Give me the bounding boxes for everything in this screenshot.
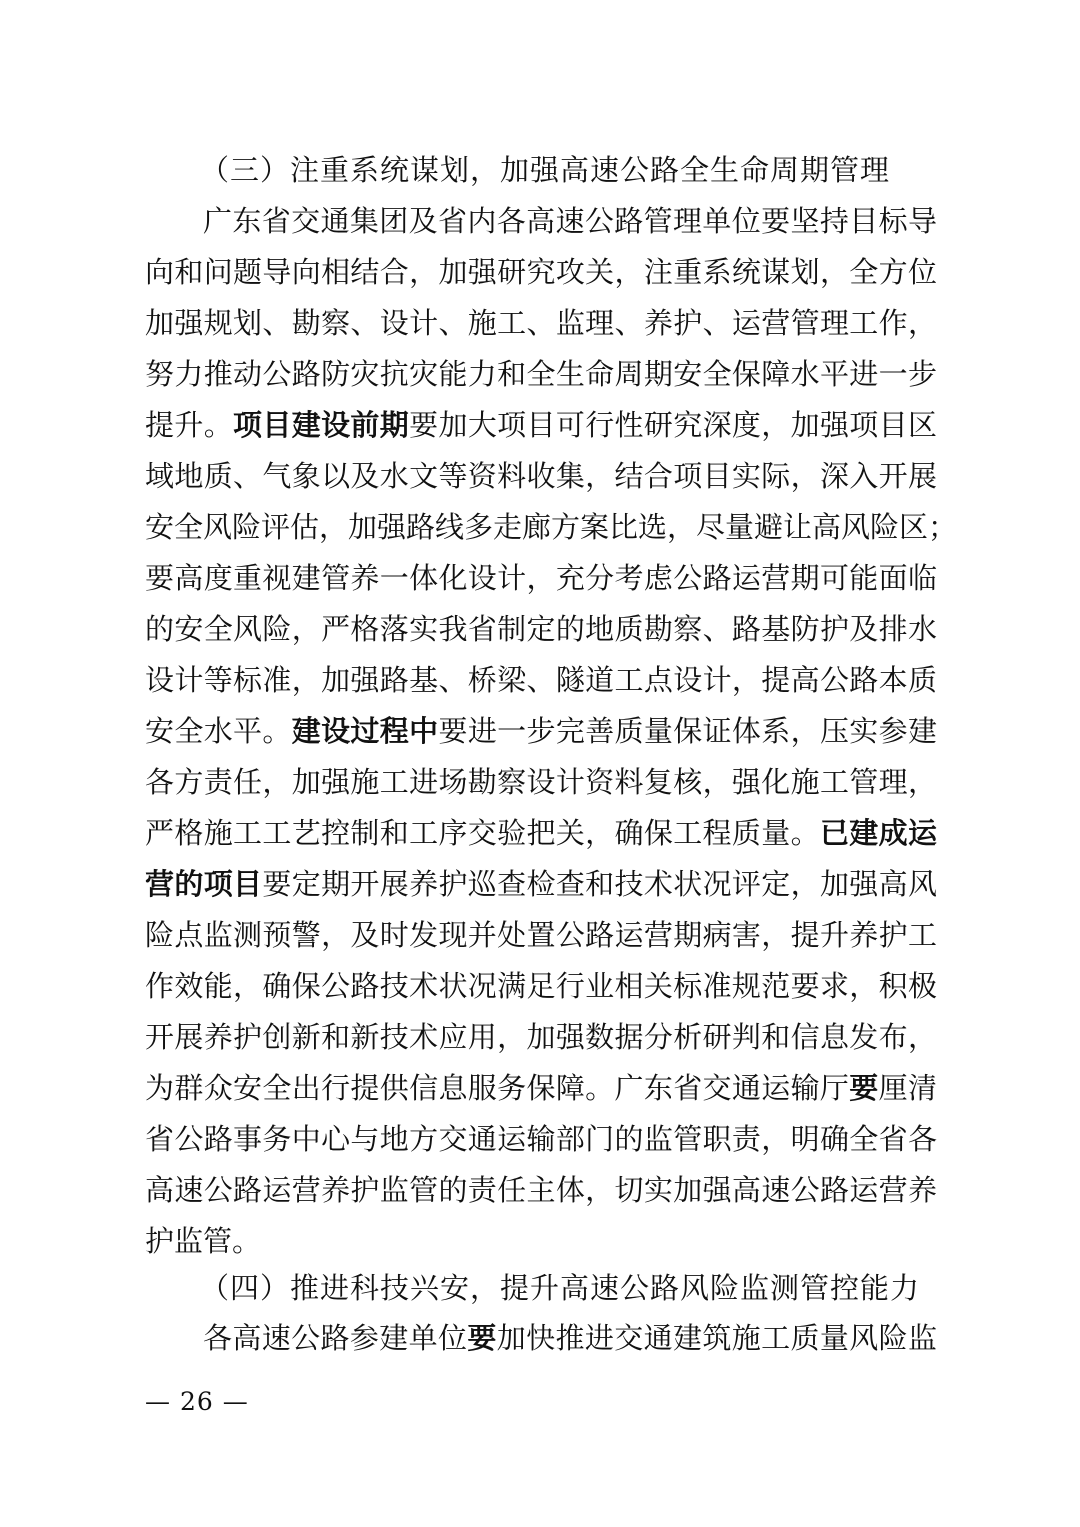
text-line xyxy=(145,349,937,400)
text-run: 作效能，确保公路技术状况满足行业相关标准规范要求，积极 xyxy=(145,969,937,1003)
text-run: 高速公路运营养护监管的责任主体，切实加强高速公路运营养 xyxy=(145,1173,937,1207)
text-run: 厘清 xyxy=(878,1071,937,1105)
bold-phrase: 项目建设前期 xyxy=(233,408,410,442)
bold-phrase: 要 xyxy=(467,1321,497,1355)
text-run: 努力推动公路防灾抗灾能力和全生命周期安全保障水平进一步 xyxy=(145,357,937,391)
text-line xyxy=(145,961,937,1012)
bold-phrase: 建设过程中 xyxy=(291,714,439,748)
text-run: 省公路事务中心与地方交通运输部门的监管职责，明确全省各 xyxy=(145,1122,937,1156)
section-heading-4: （四）推进科技兴安，提升高速公路风险监测管控能力 xyxy=(200,1271,921,1305)
text-run: 向和问题导向相结合，加强研究攻关，注重系统谋划，全方位 xyxy=(145,255,937,289)
text-line xyxy=(145,655,937,706)
text-line xyxy=(145,1114,937,1165)
body-paragraph-2 xyxy=(145,1313,937,1364)
text-line xyxy=(145,1313,937,1364)
text-run: 严格施工工艺控制和工序交验把关，确保工程质量。 xyxy=(145,816,820,850)
text-line xyxy=(145,247,937,298)
text-line xyxy=(145,298,937,349)
text-line xyxy=(145,859,937,910)
bold-phrase: 已建成运 xyxy=(819,816,937,850)
text-line xyxy=(145,1216,937,1267)
text-run: 广东省交通集团及省内各高速公路管理单位要坚持目标导 xyxy=(203,204,937,238)
text-line xyxy=(145,502,958,553)
text-line xyxy=(145,1165,937,1216)
bold-phrase: 要 xyxy=(849,1071,879,1105)
text-line xyxy=(145,808,937,859)
text-line xyxy=(145,757,937,808)
text-run: 加快推进交通建筑施工质量风险监 xyxy=(496,1321,937,1355)
page-number: — 26 — xyxy=(145,1387,249,1416)
section-heading-3: （三）注重系统谋划，加强高速公路全生命周期管理 xyxy=(200,153,891,187)
text-run: 各方责任，加强施工进场勘察设计资料复核，强化施工管理， xyxy=(145,765,937,799)
text-line xyxy=(145,910,937,961)
text-run: 提升。 xyxy=(145,408,234,442)
text-run: 设计等标准，加强路基、桥梁、隧道工点设计，提高公路本质 xyxy=(145,663,937,697)
text-run: 安全风险评估，加强路线多走廊方案比选，尽量避让高风险区； xyxy=(145,510,958,544)
text-line xyxy=(145,553,937,604)
text-run: 安全水平。 xyxy=(145,714,292,748)
text-run: 护监管。 xyxy=(145,1224,262,1258)
text-run: 要定期开展养护巡查检查和技术状况评定，加强高风 xyxy=(262,867,937,901)
text-line xyxy=(145,451,937,502)
body-paragraph-1 xyxy=(145,196,958,1267)
text-run: 为群众安全出行提供信息服务保障。广东省交通运输厅 xyxy=(145,1071,850,1105)
text-run: 要加大项目可行性研究深度，加强项目区 xyxy=(409,408,937,442)
text-line xyxy=(145,1063,937,1114)
text-run: 各高速公路参建单位 xyxy=(203,1321,468,1355)
text-line xyxy=(145,196,937,247)
text-run: 要高度重视建管养一体化设计，充分考虑公路运营期可能面临 xyxy=(145,561,937,595)
text-run: 险点监测预警，及时发现并处置公路运营期病害，提升养护工 xyxy=(145,918,937,952)
text-run: 要进一步完善质量保证体系，压实参建 xyxy=(438,714,937,748)
text-line xyxy=(145,1012,937,1063)
text-run: 开展养护创新和新技术应用，加强数据分析研判和信息发布， xyxy=(145,1020,937,1054)
text-line xyxy=(145,400,937,451)
text-run: 域地质、气象以及水文等资料收集，结合项目实际，深入开展 xyxy=(145,459,937,493)
text-line xyxy=(145,706,937,757)
bold-phrase: 营的项目 xyxy=(145,867,263,901)
text-run: 加强规划、勘察、设计、施工、监理、养护、运营管理工作， xyxy=(145,306,937,340)
text-line xyxy=(145,604,937,655)
text-run: 的安全风险，严格落实我省制定的地质勘察、路基防护及排水 xyxy=(145,612,937,646)
